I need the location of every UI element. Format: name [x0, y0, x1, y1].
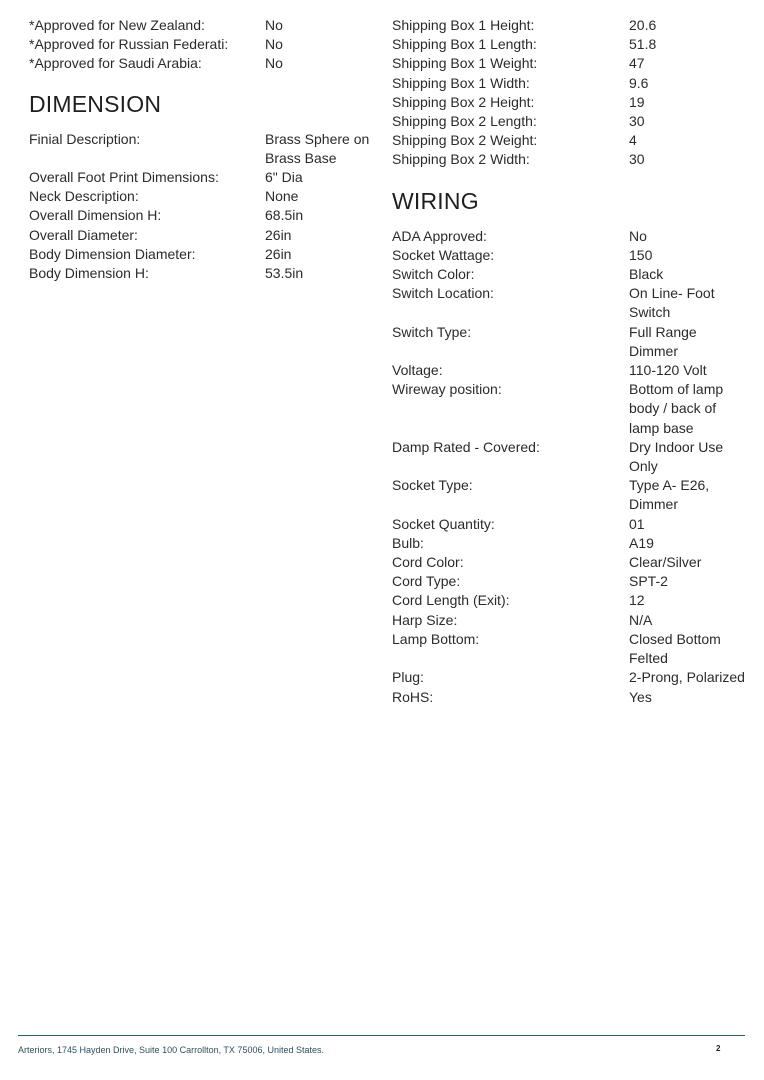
spec-label: *Approved for Russian Federati: [29, 36, 229, 53]
spec-label: Shipping Box 1 Width: [392, 74, 530, 91]
spec-label: Body Dimension Diameter: [29, 245, 196, 262]
dimension-section-title: DIMENSION [29, 90, 162, 117]
spec-row [29, 168, 374, 187]
wiring-list [392, 227, 752, 707]
wiring-section-title: WIRING [392, 187, 479, 214]
spec-label: Socket Wattage: [392, 246, 495, 263]
spec-value: Dry Indoor Use Only [629, 438, 724, 475]
spec-row [392, 93, 752, 112]
spec-row [29, 187, 374, 206]
spec-label: Shipping Box 2 Length: [392, 113, 537, 130]
spec-label: Voltage: [392, 362, 443, 379]
spec-value: No [265, 36, 283, 53]
spec-row [29, 130, 374, 168]
spec-value: Brass Sphere on Brass Base [265, 130, 370, 166]
spec-row [392, 265, 752, 284]
spec-value: Bottom of lamp body / back of lamp base [629, 381, 724, 436]
spec-label: Switch Type: [392, 323, 472, 340]
spec-value: 68.5in [265, 207, 304, 224]
spec-label: Socket Type: [392, 477, 473, 494]
spec-value: 47 [629, 55, 645, 72]
spec-label: Plug: [392, 669, 424, 686]
spec-label: Lamp Bottom: [392, 630, 480, 647]
footer-address: Arteriors, 1745 Hayden Drive, Suite 100 Carrollton, TX 75006, United States. [18, 1045, 324, 1055]
spec-row [392, 668, 752, 687]
spec-row [392, 688, 752, 707]
spec-value: 26in [265, 245, 292, 262]
spec-row [392, 16, 752, 35]
spec-value: 19 [629, 93, 645, 110]
spec-row [392, 515, 752, 534]
spec-label: *Approved for New Zealand: [29, 17, 205, 33]
right-column [392, 16, 752, 707]
spec-row [392, 246, 752, 265]
spec-label: Cord Color: [392, 554, 464, 571]
spec-value: 30 [629, 151, 645, 168]
spec-row [392, 630, 752, 668]
spec-value: 53.5in [265, 265, 304, 282]
spec-value: N/A [629, 611, 653, 628]
spec-value: None [265, 188, 299, 205]
footer-divider [18, 1035, 745, 1036]
spec-row [29, 54, 374, 73]
spec-label: Cord Type: [392, 573, 461, 590]
spec-row [29, 226, 374, 245]
spec-row [392, 553, 752, 572]
spec-label: Wireway position: [392, 381, 502, 398]
spec-row [392, 534, 752, 553]
spec-label: Shipping Box 2 Width: [392, 151, 530, 168]
spec-row [392, 112, 752, 131]
spec-row [29, 16, 374, 35]
spec-label: Finial Description: [29, 130, 141, 147]
spec-value: Clear/Silver [629, 554, 702, 571]
left-column [29, 16, 374, 283]
spec-label: Overall Diameter: [29, 226, 138, 243]
spec-row [392, 227, 752, 246]
spec-label: Neck Description: [29, 188, 139, 205]
spec-label: Overall Foot Print Dimensions: [29, 169, 219, 186]
spec-row [392, 438, 752, 476]
spec-label: Shipping Box 1 Weight: [392, 55, 538, 72]
spec-row [29, 206, 374, 225]
spec-label: Overall Dimension H: [29, 207, 162, 224]
spec-row [392, 323, 752, 361]
spec-row [29, 245, 374, 264]
spec-row [29, 35, 374, 54]
spec-row [392, 54, 752, 73]
spec-row [392, 380, 752, 438]
spec-label: Switch Color: [392, 266, 475, 283]
spec-label: *Approved for Saudi Arabia: [29, 55, 202, 72]
spec-value: 2-Prong, Polarized [629, 669, 745, 686]
spec-row [392, 611, 752, 630]
spec-label: Harp Size: [392, 611, 458, 628]
spec-value: 9.6 [629, 74, 649, 91]
spec-value: 6" Dia [265, 169, 303, 186]
spec-row [392, 476, 752, 514]
spec-row [392, 35, 752, 54]
spec-label: Shipping Box 1 Height: [392, 17, 535, 33]
spec-row [392, 572, 752, 591]
spec-label: Bulb: [392, 534, 424, 551]
spec-value: 110-120 Volt [629, 362, 707, 379]
spec-row [392, 74, 752, 93]
approvals-list [29, 16, 374, 74]
spec-value: 26in [265, 226, 292, 243]
spec-value: 20.6 [629, 17, 657, 33]
spec-value: 01 [629, 515, 645, 532]
dimension-list [29, 130, 374, 284]
spec-row [392, 150, 752, 169]
spec-value: Type A- E26, Dimmer [629, 477, 710, 513]
spec-value: Closed Bottom Felted [629, 630, 721, 667]
spec-row [392, 131, 752, 150]
spec-label: Switch Location: [392, 285, 494, 302]
spec-value: Black [629, 266, 664, 283]
spec-value: Full Range Dimmer [629, 323, 697, 359]
spec-value: 12 [629, 592, 645, 609]
spec-value: No [265, 17, 283, 33]
spec-label: Cord Length (Exit): [392, 592, 510, 609]
page-number: 2 [716, 1044, 721, 1053]
spec-label: Damp Rated - Covered: [392, 438, 540, 455]
spec-label: Socket Quantity: [392, 515, 495, 532]
spec-value: SPT-2 [629, 573, 668, 590]
spec-row [392, 591, 752, 610]
spec-row [392, 284, 752, 322]
spec-label: Shipping Box 2 Height: [392, 93, 535, 110]
spec-value: 150 [629, 246, 653, 263]
shipping-list [392, 16, 752, 170]
spec-row [392, 361, 752, 380]
spec-label: Body Dimension H: [29, 265, 149, 282]
spec-value: On Line- Foot Switch [629, 285, 715, 321]
spec-value: Yes [629, 688, 652, 705]
spec-row [29, 264, 374, 283]
spec-label: RoHS: [392, 688, 434, 705]
spec-value: A19 [629, 534, 654, 551]
spec-value: 30 [629, 113, 645, 130]
spec-value: 4 [629, 132, 637, 149]
spec-value: No [265, 55, 283, 72]
spec-label: Shipping Box 2 Weight: [392, 132, 538, 149]
spec-label: ADA Approved: [392, 227, 487, 244]
spec-value: 51.8 [629, 36, 657, 53]
spec-value: No [629, 227, 647, 244]
spec-label: Shipping Box 1 Length: [392, 36, 537, 53]
